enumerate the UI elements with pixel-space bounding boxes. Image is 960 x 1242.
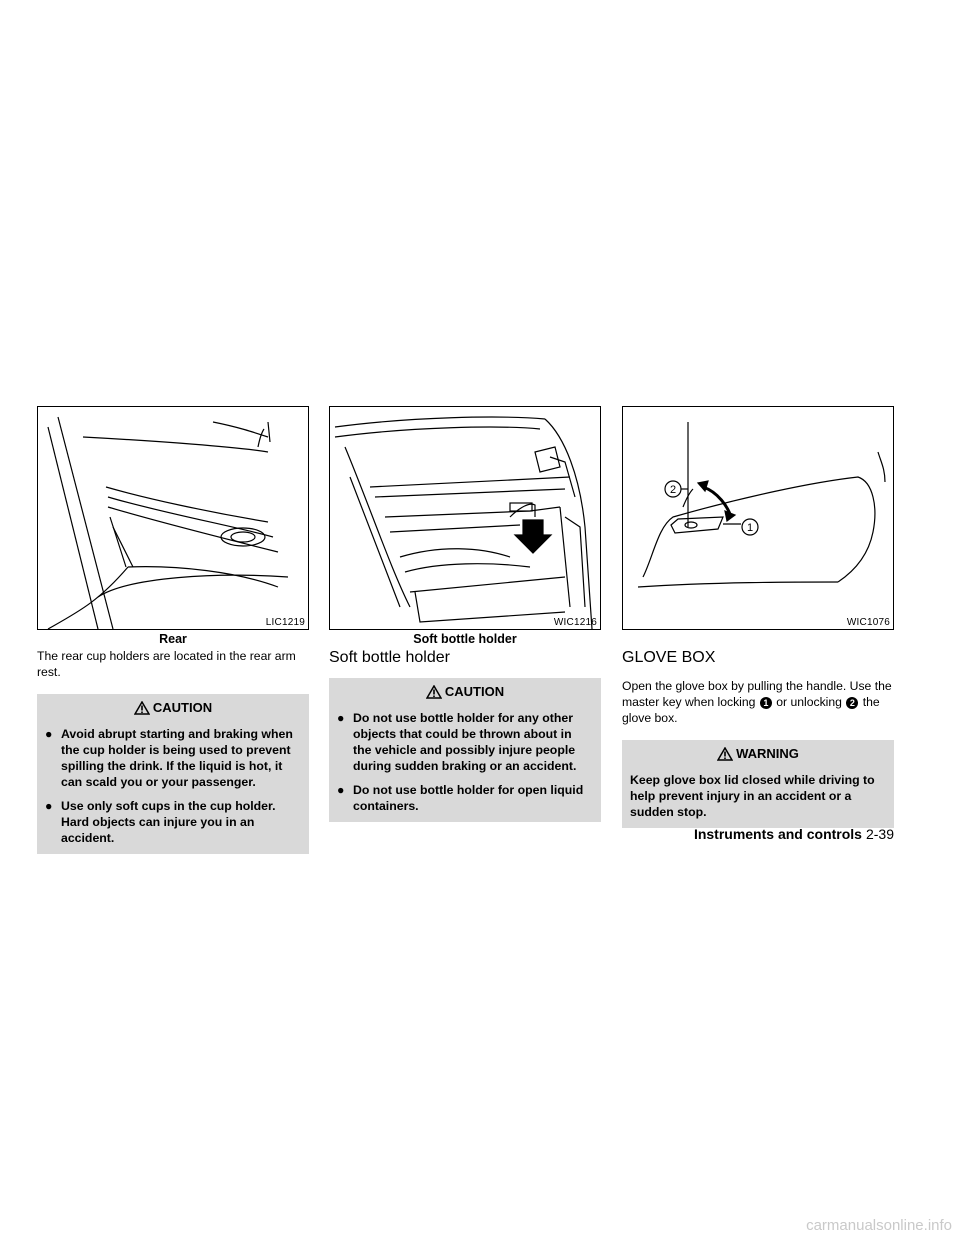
list-item-text: Avoid abrupt starting and braking when the cup holder is being used to prevent spilling the drink. If the liquid is hot, it can scald you or your passenger. (61, 727, 293, 789)
caution-title-text: CAUTION (152, 700, 213, 715)
glove-box-illustration (623, 407, 893, 629)
warning-title (630, 746, 886, 762)
watermark: carmanualsonline.info (806, 1217, 952, 1234)
figure-door-bottle-holder (329, 406, 601, 630)
bullet-icon: ● (45, 727, 53, 741)
figure-code: WIC1076 (846, 617, 890, 628)
paragraph-text: Open the glove box by pulling the handle. Use the master key when locking (622, 679, 892, 709)
caution-title (45, 700, 301, 716)
column-soft-bottle-holder (329, 406, 601, 822)
paragraph-glove-box (622, 678, 894, 726)
paragraph-rear-cup-holders: The rear cup holders are located in the rear arm rest. (37, 649, 296, 679)
page-number: 2-39 (865, 826, 894, 842)
page-footer (694, 826, 894, 842)
section-heading: GLOVE BOX (622, 649, 716, 666)
door-panel-illustration (330, 407, 600, 629)
caution-list (45, 726, 301, 846)
warning-triangle-icon (134, 701, 150, 715)
figure-caption: Soft bottle holder (413, 632, 517, 646)
list-item (45, 798, 301, 846)
paragraph-text: the glove box. (622, 695, 880, 725)
bullet-icon: ● (337, 711, 345, 725)
callout-2-label: 2 (669, 484, 677, 496)
caution-title (337, 684, 593, 700)
figure-code: LIC1219 (265, 617, 305, 628)
callout-2-icon: 2 (846, 697, 858, 709)
caution-box (329, 678, 601, 822)
caution-box (37, 694, 309, 854)
column-glove-box (622, 406, 894, 828)
caution-title-text: CAUTION (444, 684, 505, 699)
warning-title-text: WARNING (736, 746, 799, 761)
callout-1-icon: 1 (760, 697, 772, 709)
list-item-text: Do not use bottle holder for any other objects that could be thrown about in the vehicle and possibly injure people during sudden braking or an accident. (353, 711, 577, 773)
list-item-text: Use only soft cups in the cup holder. Hard objects can injure you in an accident. (61, 799, 276, 845)
list-item (45, 726, 301, 790)
figure-caption-spacer (622, 632, 894, 648)
figure-glove-box (622, 406, 894, 630)
figure-code: WIC1216 (553, 617, 597, 628)
paragraph-text: or unlocking (776, 695, 842, 709)
list-item (337, 710, 593, 774)
figure-caption: Rear (159, 632, 187, 646)
rear-armrest-illustration (38, 407, 308, 629)
list-item (337, 782, 593, 814)
section-heading: Soft bottle holder (329, 649, 450, 666)
bullet-icon: ● (45, 799, 53, 813)
list-item-text: Do not use bottle holder for open liquid containers. (353, 783, 584, 813)
warning-box (622, 740, 894, 828)
warning-text: Keep glove box lid closed while driving to help prevent injury in an accident or a sudden stop. (630, 773, 875, 819)
warning-triangle-icon (717, 747, 733, 761)
warning-triangle-icon (426, 685, 442, 699)
column-rear-cup-holders (37, 406, 309, 854)
caution-list (337, 710, 593, 814)
figure-rear-armrest (37, 406, 309, 630)
bullet-icon: ● (337, 783, 345, 797)
callout-1-label: 1 (746, 522, 754, 534)
footer-section-title: Instruments and controls (693, 826, 862, 842)
